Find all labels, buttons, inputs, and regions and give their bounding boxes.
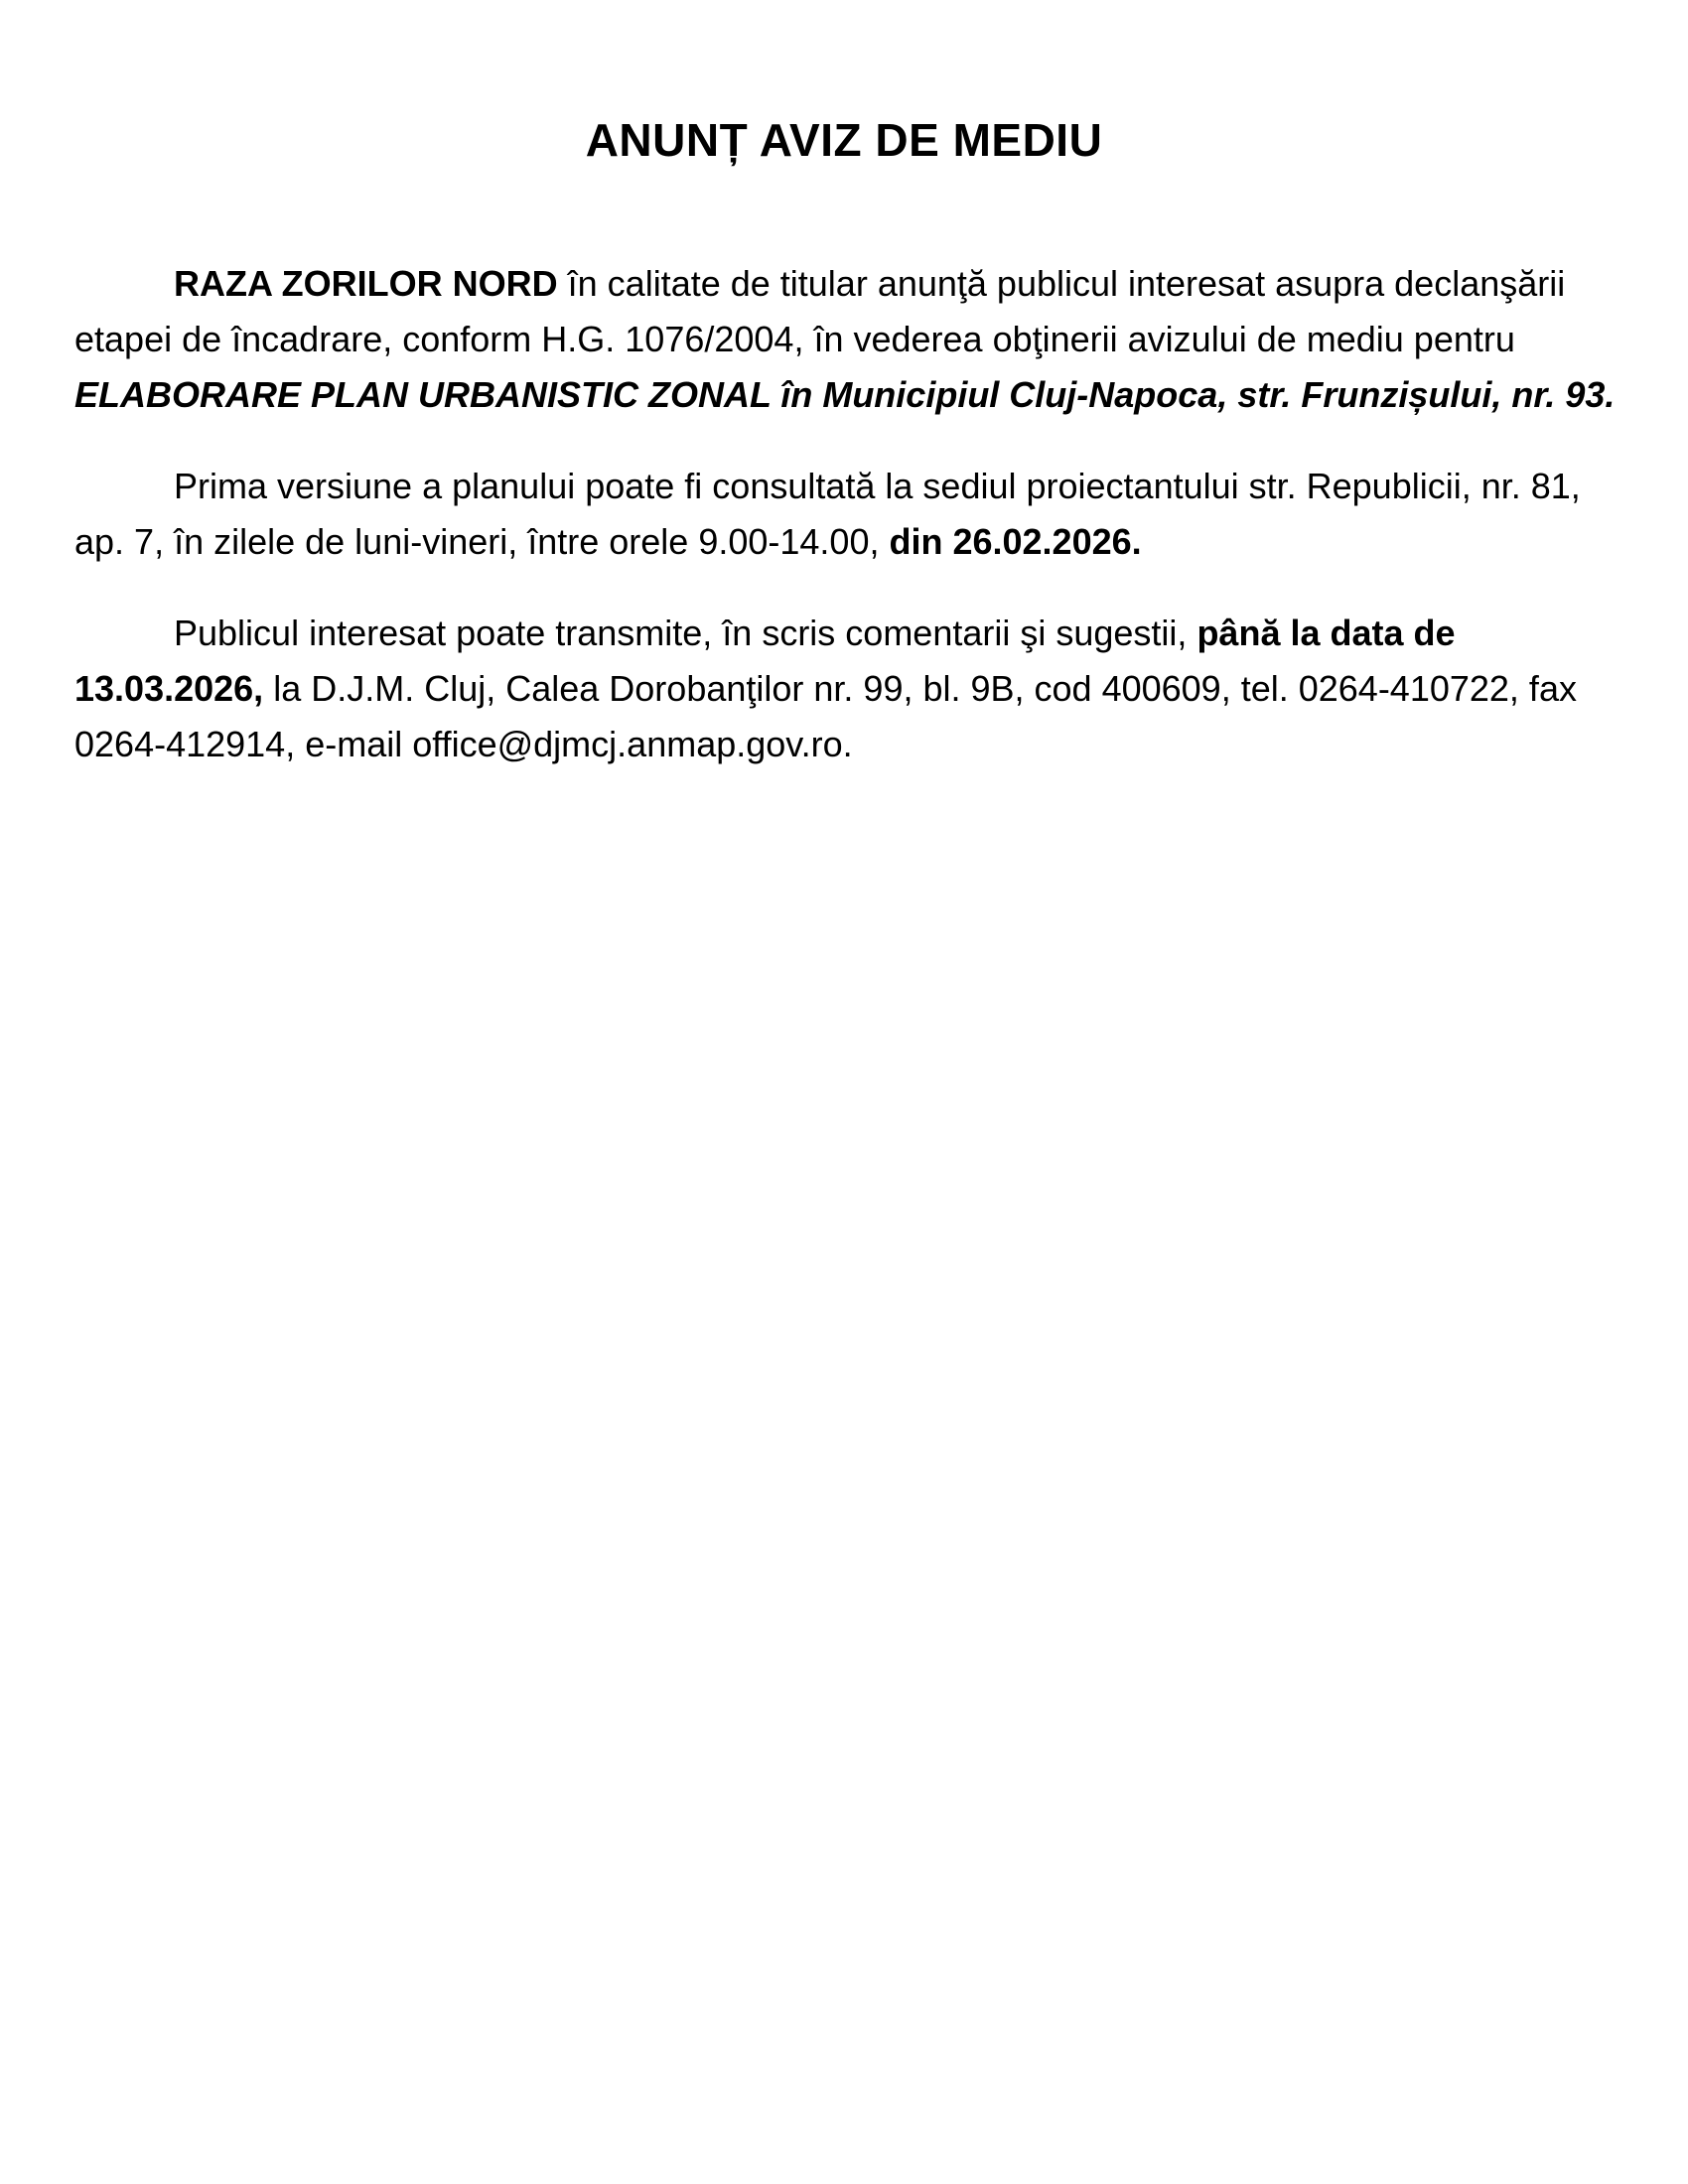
consultation-text: Prima versiune a planului poate fi consultată la sediul proiectantului str. Republicii, nr. 81, ap. 7, în zilele de luni-vineri, între orele 9.00-14.00, [74, 466, 1581, 562]
contact-details: la D.J.M. Cluj, Calea Dorobanţilor nr. 99, bl. 9B, cod 400609, tel. 0264-410722, fax 0264-412914, e-mail office@djmcj.anmap.gov.ro. [74, 668, 1577, 764]
page-title: ANUNȚ AVIZ DE MEDIU [585, 113, 1103, 166]
paragraph-announcement [74, 256, 1618, 423]
paragraph-consultation [74, 459, 1618, 570]
comments-deadline: până la data de 13.03.2026, [74, 613, 1456, 709]
paragraph-comments [74, 606, 1618, 772]
consultation-date: din 26.02.2026. [889, 521, 1142, 562]
plan-name: ELABORARE PLAN URBANISTIC ZONAL în Municipiul Cluj-Napoca, str. Frunzișului, nr. 93. [74, 374, 1616, 415]
titular-name: RAZA ZORILOR NORD [174, 263, 558, 304]
document-body [74, 256, 1618, 808]
comments-text: Publicul interesat poate transmite, în scris comentarii şi sugestii, [174, 613, 1197, 653]
announcement-text: în calitate de titular anunţă publicul interesat asupra declanşării etapei de încadrare, conform H.G. 1076/2004, în vederea obţinerii avizului de mediu pentru [74, 263, 1566, 359]
